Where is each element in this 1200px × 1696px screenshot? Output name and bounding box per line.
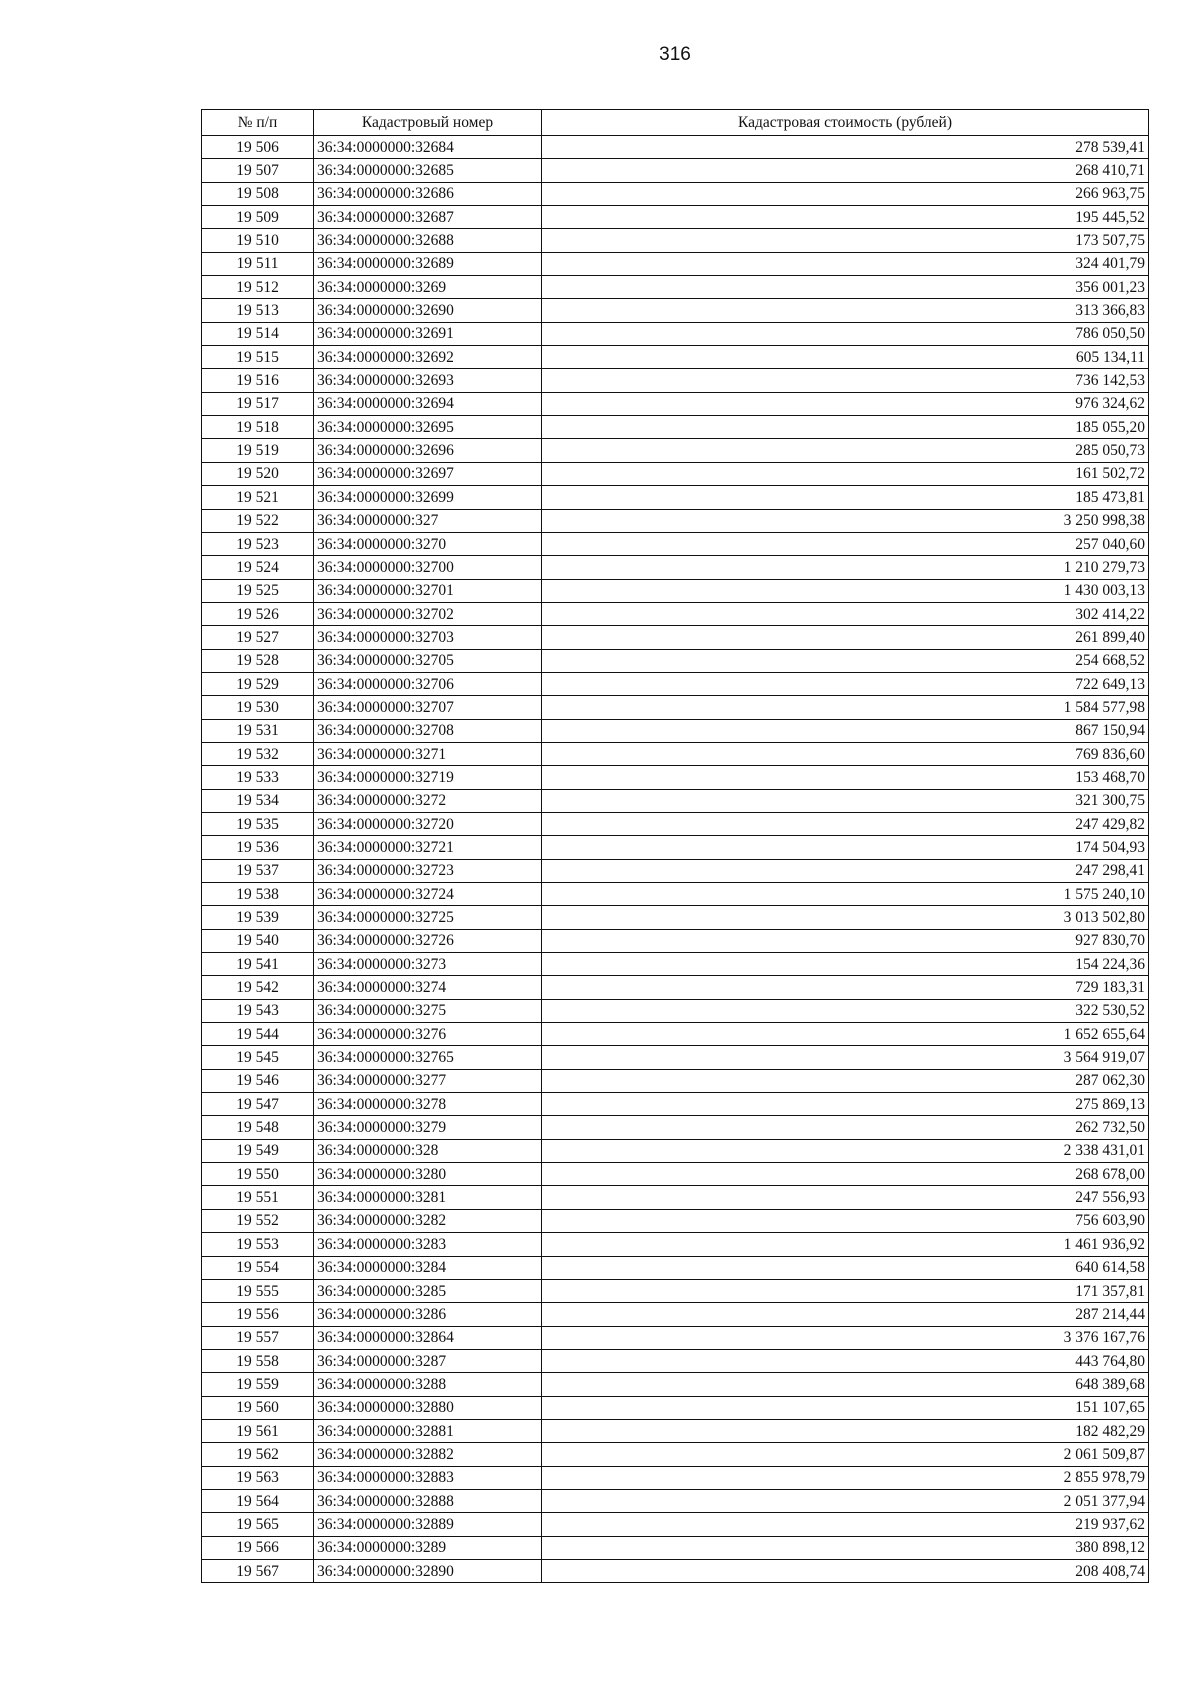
cadastral-value-cell: 380 898,12 — [542, 1536, 1149, 1559]
cadastral-number-cell: 36:34:0000000:3287 — [314, 1349, 542, 1372]
cadastral-value-cell: 171 357,81 — [542, 1279, 1149, 1302]
cadastral-value-cell: 1 430 003,13 — [542, 579, 1149, 602]
cadastral-value-cell: 324 401,79 — [542, 252, 1149, 275]
cadastral-value-cell: 285 050,73 — [542, 439, 1149, 462]
row-number-cell: 19 541 — [202, 953, 314, 976]
header-row — [202, 110, 1149, 136]
row-number-cell: 19 564 — [202, 1489, 314, 1512]
cadastral-number-cell: 36:34:0000000:32725 — [314, 906, 542, 929]
cadastral-number-cell: 36:34:0000000:3280 — [314, 1163, 542, 1186]
cadastral-value-cell: 1 575 240,10 — [542, 883, 1149, 906]
cadastral-number-cell: 36:34:0000000:32724 — [314, 883, 542, 906]
table-row — [202, 789, 1149, 812]
table-row — [202, 509, 1149, 532]
row-number-cell: 19 560 — [202, 1396, 314, 1419]
cadastral-number-cell: 36:34:0000000:32890 — [314, 1559, 542, 1582]
row-number-cell: 19 563 — [202, 1466, 314, 1489]
table-row — [202, 906, 1149, 929]
row-number-cell: 19 508 — [202, 182, 314, 205]
cadastral-value-cell: 219 937,62 — [542, 1513, 1149, 1536]
cadastral-value-cell: 356 001,23 — [542, 276, 1149, 299]
row-number-cell: 19 549 — [202, 1139, 314, 1162]
table-row — [202, 696, 1149, 719]
cadastral-value-cell: 1 584 577,98 — [542, 696, 1149, 719]
row-number-cell: 19 522 — [202, 509, 314, 532]
cadastral-number-cell: 36:34:0000000:328 — [314, 1139, 542, 1162]
table-row — [202, 1373, 1149, 1396]
table-row — [202, 602, 1149, 625]
cadastral-value-cell: 266 963,75 — [542, 182, 1149, 205]
cadastral-value-cell: 722 649,13 — [542, 672, 1149, 695]
row-number-cell: 19 514 — [202, 322, 314, 345]
cadastral-value-cell: 1 210 279,73 — [542, 556, 1149, 579]
cadastral-table — [201, 109, 1149, 1583]
cadastral-value-cell: 254 668,52 — [542, 649, 1149, 672]
cadastral-number-cell: 36:34:0000000:32765 — [314, 1046, 542, 1069]
cadastral-value-cell: 185 473,81 — [542, 486, 1149, 509]
header-cadastral-number: Кадастровый номер — [314, 110, 542, 136]
table-row — [202, 999, 1149, 1022]
cadastral-number-cell: 36:34:0000000:32721 — [314, 836, 542, 859]
cadastral-number-cell: 36:34:0000000:32685 — [314, 159, 542, 182]
cadastral-value-cell: 268 410,71 — [542, 159, 1149, 182]
cadastral-value-cell: 287 214,44 — [542, 1303, 1149, 1326]
table-row — [202, 579, 1149, 602]
cadastral-value-cell: 736 142,53 — [542, 369, 1149, 392]
cadastral-number-cell: 36:34:0000000:3288 — [314, 1373, 542, 1396]
table-body — [202, 136, 1149, 1583]
cadastral-number-cell: 36:34:0000000:32691 — [314, 322, 542, 345]
cadastral-value-cell: 1 652 655,64 — [542, 1023, 1149, 1046]
cadastral-number-cell: 36:34:0000000:327 — [314, 509, 542, 532]
cadastral-number-cell: 36:34:0000000:32864 — [314, 1326, 542, 1349]
row-number-cell: 19 540 — [202, 929, 314, 952]
table-row — [202, 462, 1149, 485]
table-row — [202, 276, 1149, 299]
table-row — [202, 1326, 1149, 1349]
row-number-cell: 19 561 — [202, 1419, 314, 1442]
cadastral-number-cell: 36:34:0000000:3282 — [314, 1209, 542, 1232]
cadastral-number-cell: 36:34:0000000:3281 — [314, 1186, 542, 1209]
cadastral-number-cell: 36:34:0000000:32697 — [314, 462, 542, 485]
table-row — [202, 1536, 1149, 1559]
cadastral-value-cell: 173 507,75 — [542, 229, 1149, 252]
cadastral-value-cell: 185 055,20 — [542, 416, 1149, 439]
cadastral-number-cell: 36:34:0000000:3279 — [314, 1116, 542, 1139]
table-row — [202, 1396, 1149, 1419]
row-number-cell: 19 507 — [202, 159, 314, 182]
row-number-cell: 19 535 — [202, 812, 314, 835]
cadastral-number-cell: 36:34:0000000:32689 — [314, 252, 542, 275]
table-row — [202, 1279, 1149, 1302]
row-number-cell: 19 533 — [202, 766, 314, 789]
table-row — [202, 206, 1149, 229]
cadastral-value-cell: 756 603,90 — [542, 1209, 1149, 1232]
cadastral-number-cell: 36:34:0000000:32687 — [314, 206, 542, 229]
row-number-cell: 19 542 — [202, 976, 314, 999]
cadastral-value-cell: 322 530,52 — [542, 999, 1149, 1022]
table-row — [202, 883, 1149, 906]
row-number-cell: 19 554 — [202, 1256, 314, 1279]
row-number-cell: 19 558 — [202, 1349, 314, 1372]
table-header — [202, 110, 1149, 136]
cadastral-value-cell: 154 224,36 — [542, 953, 1149, 976]
cadastral-value-cell: 976 324,62 — [542, 392, 1149, 415]
cadastral-number-cell: 36:34:0000000:3274 — [314, 976, 542, 999]
cadastral-value-cell: 275 869,13 — [542, 1093, 1149, 1116]
row-number-cell: 19 519 — [202, 439, 314, 462]
table-row — [202, 369, 1149, 392]
row-number-cell: 19 548 — [202, 1116, 314, 1139]
row-number-cell: 19 528 — [202, 649, 314, 672]
cadastral-number-cell: 36:34:0000000:32882 — [314, 1443, 542, 1466]
cadastral-number-cell: 36:34:0000000:3275 — [314, 999, 542, 1022]
table-row — [202, 1046, 1149, 1069]
row-number-cell: 19 539 — [202, 906, 314, 929]
table-row — [202, 1069, 1149, 1092]
cadastral-value-cell: 174 504,93 — [542, 836, 1149, 859]
cadastral-value-cell: 729 183,31 — [542, 976, 1149, 999]
cadastral-number-cell: 36:34:0000000:3286 — [314, 1303, 542, 1326]
table-row — [202, 929, 1149, 952]
row-number-cell: 19 544 — [202, 1023, 314, 1046]
table-row — [202, 672, 1149, 695]
table-row — [202, 486, 1149, 509]
row-number-cell: 19 559 — [202, 1373, 314, 1396]
cadastral-number-cell: 36:34:0000000:3283 — [314, 1233, 542, 1256]
row-number-cell: 19 523 — [202, 532, 314, 555]
row-number-cell: 19 520 — [202, 462, 314, 485]
table-row — [202, 859, 1149, 882]
table-row — [202, 812, 1149, 835]
cadastral-number-cell: 36:34:0000000:32883 — [314, 1466, 542, 1489]
cadastral-value-cell: 313 366,83 — [542, 299, 1149, 322]
cadastral-number-cell: 36:34:0000000:32705 — [314, 649, 542, 672]
cadastral-value-cell: 648 389,68 — [542, 1373, 1149, 1396]
table-row — [202, 953, 1149, 976]
row-number-cell: 19 509 — [202, 206, 314, 229]
row-number-cell: 19 532 — [202, 742, 314, 765]
row-number-cell: 19 553 — [202, 1233, 314, 1256]
cadastral-number-cell: 36:34:0000000:3270 — [314, 532, 542, 555]
cadastral-number-cell: 36:34:0000000:32723 — [314, 859, 542, 882]
header-cadastral-value: Кадастровая стоимость (рублей) — [542, 110, 1149, 136]
cadastral-value-cell: 321 300,75 — [542, 789, 1149, 812]
row-number-cell: 19 555 — [202, 1279, 314, 1302]
cadastral-number-cell: 36:34:0000000:3284 — [314, 1256, 542, 1279]
header-row-number: № п/п — [202, 110, 314, 136]
row-number-cell: 19 515 — [202, 346, 314, 369]
row-number-cell: 19 547 — [202, 1093, 314, 1116]
cadastral-value-cell: 867 150,94 — [542, 719, 1149, 742]
row-number-cell: 19 527 — [202, 626, 314, 649]
cadastral-number-cell: 36:34:0000000:32703 — [314, 626, 542, 649]
row-number-cell: 19 531 — [202, 719, 314, 742]
row-number-cell: 19 517 — [202, 392, 314, 415]
cadastral-number-cell: 36:34:0000000:3271 — [314, 742, 542, 765]
cadastral-value-cell: 3 013 502,80 — [542, 906, 1149, 929]
row-number-cell: 19 537 — [202, 859, 314, 882]
cadastral-value-cell: 927 830,70 — [542, 929, 1149, 952]
cadastral-value-cell: 605 134,11 — [542, 346, 1149, 369]
table-row — [202, 1256, 1149, 1279]
row-number-cell: 19 526 — [202, 602, 314, 625]
cadastral-value-cell: 443 764,80 — [542, 1349, 1149, 1372]
cadastral-value-cell: 1 461 936,92 — [542, 1233, 1149, 1256]
cadastral-value-cell: 153 468,70 — [542, 766, 1149, 789]
table-row — [202, 1139, 1149, 1162]
cadastral-number-cell: 36:34:0000000:32686 — [314, 182, 542, 205]
table-row — [202, 556, 1149, 579]
table-row — [202, 742, 1149, 765]
page-number: 316 — [659, 44, 691, 65]
table-row — [202, 1233, 1149, 1256]
table-row — [202, 1186, 1149, 1209]
table-row — [202, 1466, 1149, 1489]
cadastral-number-cell: 36:34:0000000:32694 — [314, 392, 542, 415]
cadastral-value-cell: 151 107,65 — [542, 1396, 1149, 1419]
cadastral-number-cell: 36:34:0000000:3278 — [314, 1093, 542, 1116]
cadastral-value-cell: 257 040,60 — [542, 532, 1149, 555]
row-number-cell: 19 543 — [202, 999, 314, 1022]
row-number-cell: 19 556 — [202, 1303, 314, 1326]
table-row — [202, 252, 1149, 275]
row-number-cell: 19 562 — [202, 1443, 314, 1466]
cadastral-number-cell: 36:34:0000000:3273 — [314, 953, 542, 976]
row-number-cell: 19 524 — [202, 556, 314, 579]
table-row — [202, 439, 1149, 462]
cadastral-value-cell: 261 899,40 — [542, 626, 1149, 649]
cadastral-number-cell: 36:34:0000000:32696 — [314, 439, 542, 462]
cadastral-number-cell: 36:34:0000000:3289 — [314, 1536, 542, 1559]
cadastral-number-cell: 36:34:0000000:3285 — [314, 1279, 542, 1302]
cadastral-value-cell: 182 482,29 — [542, 1419, 1149, 1442]
cadastral-number-cell: 36:34:0000000:32706 — [314, 672, 542, 695]
cadastral-number-cell: 36:34:0000000:32701 — [314, 579, 542, 602]
table-row — [202, 1349, 1149, 1372]
row-number-cell: 19 546 — [202, 1069, 314, 1092]
table-row — [202, 1163, 1149, 1186]
table-row — [202, 1559, 1149, 1582]
cadastral-value-cell: 3 564 919,07 — [542, 1046, 1149, 1069]
cadastral-number-cell: 36:34:0000000:32708 — [314, 719, 542, 742]
table-row — [202, 1513, 1149, 1536]
cadastral-number-cell: 36:34:0000000:32888 — [314, 1489, 542, 1512]
cadastral-number-cell: 36:34:0000000:3277 — [314, 1069, 542, 1092]
cadastral-value-cell: 208 408,74 — [542, 1559, 1149, 1582]
table-row — [202, 1303, 1149, 1326]
cadastral-value-cell: 2 338 431,01 — [542, 1139, 1149, 1162]
table-row — [202, 1023, 1149, 1046]
cadastral-value-cell: 287 062,30 — [542, 1069, 1149, 1092]
table-row — [202, 1093, 1149, 1116]
cadastral-number-cell: 36:34:0000000:32719 — [314, 766, 542, 789]
row-number-cell: 19 550 — [202, 1163, 314, 1186]
cadastral-value-cell: 278 539,41 — [542, 136, 1149, 159]
row-number-cell: 19 536 — [202, 836, 314, 859]
table-row — [202, 719, 1149, 742]
cadastral-number-cell: 36:34:0000000:3276 — [314, 1023, 542, 1046]
table-row — [202, 159, 1149, 182]
cadastral-number-cell: 36:34:0000000:32889 — [314, 1513, 542, 1536]
cadastral-number-cell: 36:34:0000000:32684 — [314, 136, 542, 159]
row-number-cell: 19 565 — [202, 1513, 314, 1536]
cadastral-value-cell: 262 732,50 — [542, 1116, 1149, 1139]
table-row — [202, 1209, 1149, 1232]
row-number-cell: 19 538 — [202, 883, 314, 906]
cadastral-value-cell: 640 614,58 — [542, 1256, 1149, 1279]
cadastral-number-cell: 36:34:0000000:32700 — [314, 556, 542, 579]
row-number-cell: 19 516 — [202, 369, 314, 392]
table-row — [202, 229, 1149, 252]
table-row — [202, 532, 1149, 555]
table-row — [202, 136, 1149, 159]
row-number-cell: 19 545 — [202, 1046, 314, 1069]
table-row — [202, 299, 1149, 322]
table-row — [202, 626, 1149, 649]
cadastral-value-cell: 247 298,41 — [542, 859, 1149, 882]
cadastral-value-cell: 302 414,22 — [542, 602, 1149, 625]
cadastral-number-cell: 36:34:0000000:32688 — [314, 229, 542, 252]
cadastral-value-cell: 2 855 978,79 — [542, 1466, 1149, 1489]
cadastral-number-cell: 36:34:0000000:32880 — [314, 1396, 542, 1419]
row-number-cell: 19 518 — [202, 416, 314, 439]
cadastral-number-cell: 36:34:0000000:32881 — [314, 1419, 542, 1442]
row-number-cell: 19 512 — [202, 276, 314, 299]
cadastral-number-cell: 36:34:0000000:32692 — [314, 346, 542, 369]
cadastral-number-cell: 36:34:0000000:32702 — [314, 602, 542, 625]
table-row — [202, 182, 1149, 205]
row-number-cell: 19 510 — [202, 229, 314, 252]
row-number-cell: 19 513 — [202, 299, 314, 322]
row-number-cell: 19 506 — [202, 136, 314, 159]
table-row — [202, 1489, 1149, 1512]
cadastral-value-cell: 195 445,52 — [542, 206, 1149, 229]
row-number-cell: 19 530 — [202, 696, 314, 719]
row-number-cell: 19 534 — [202, 789, 314, 812]
cadastral-number-cell: 36:34:0000000:3269 — [314, 276, 542, 299]
cadastral-value-cell: 2 061 509,87 — [542, 1443, 1149, 1466]
table-row — [202, 322, 1149, 345]
row-number-cell: 19 551 — [202, 1186, 314, 1209]
row-number-cell: 19 529 — [202, 672, 314, 695]
cadastral-value-cell: 786 050,50 — [542, 322, 1149, 345]
cadastral-value-cell: 247 556,93 — [542, 1186, 1149, 1209]
cadastral-number-cell: 36:34:0000000:32726 — [314, 929, 542, 952]
cadastral-value-cell: 2 051 377,94 — [542, 1489, 1149, 1512]
cadastral-number-cell: 36:34:0000000:3272 — [314, 789, 542, 812]
row-number-cell: 19 511 — [202, 252, 314, 275]
row-number-cell: 19 521 — [202, 486, 314, 509]
table-row — [202, 392, 1149, 415]
cadastral-number-cell: 36:34:0000000:32690 — [314, 299, 542, 322]
table-row — [202, 836, 1149, 859]
cadastral-table-container — [201, 109, 1148, 1583]
table-row — [202, 766, 1149, 789]
cadastral-value-cell: 3 376 167,76 — [542, 1326, 1149, 1349]
cadastral-number-cell: 36:34:0000000:32707 — [314, 696, 542, 719]
cadastral-number-cell: 36:34:0000000:32693 — [314, 369, 542, 392]
cadastral-value-cell: 769 836,60 — [542, 742, 1149, 765]
cadastral-number-cell: 36:34:0000000:32695 — [314, 416, 542, 439]
table-row — [202, 416, 1149, 439]
cadastral-value-cell: 268 678,00 — [542, 1163, 1149, 1186]
row-number-cell: 19 567 — [202, 1559, 314, 1582]
row-number-cell: 19 525 — [202, 579, 314, 602]
cadastral-number-cell: 36:34:0000000:32699 — [314, 486, 542, 509]
cadastral-number-cell: 36:34:0000000:32720 — [314, 812, 542, 835]
cadastral-value-cell: 3 250 998,38 — [542, 509, 1149, 532]
table-row — [202, 1443, 1149, 1466]
row-number-cell: 19 557 — [202, 1326, 314, 1349]
cadastral-value-cell: 161 502,72 — [542, 462, 1149, 485]
table-row — [202, 1419, 1149, 1442]
table-row — [202, 976, 1149, 999]
table-row — [202, 1116, 1149, 1139]
table-row — [202, 649, 1149, 672]
row-number-cell: 19 552 — [202, 1209, 314, 1232]
row-number-cell: 19 566 — [202, 1536, 314, 1559]
cadastral-value-cell: 247 429,82 — [542, 812, 1149, 835]
table-row — [202, 346, 1149, 369]
